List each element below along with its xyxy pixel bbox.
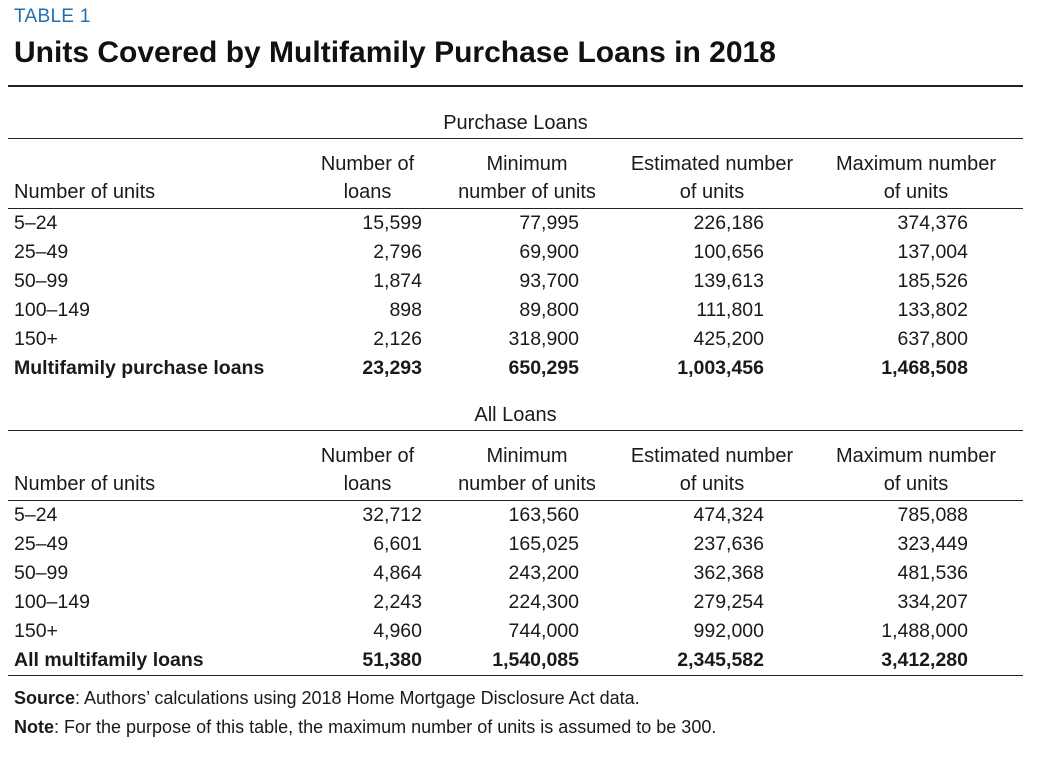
- table-label: TABLE 1: [14, 6, 91, 27]
- cell-max: 785,088: [897, 504, 968, 526]
- cell-est: 992,000: [693, 620, 764, 642]
- header-max: [816, 150, 1016, 206]
- cell-min: 165,025: [508, 533, 579, 555]
- header-min-line2: number of units: [458, 181, 596, 203]
- cell-min: 744,000: [508, 620, 579, 642]
- cell-units: 50–99: [14, 562, 69, 584]
- section-title-all: All Loans: [474, 404, 557, 426]
- header-est-line1: Estimated number: [630, 445, 794, 467]
- cell-max: 3,412,280: [881, 649, 968, 671]
- header-max: [816, 442, 1016, 498]
- table-row: [14, 212, 1014, 241]
- note-text: : For the purpose of this table, the maximum number of units is assumed to be 300.: [54, 717, 717, 737]
- cell-units: 100–149: [14, 591, 90, 613]
- table-row: [14, 299, 1014, 328]
- cell-est: 111,801: [696, 299, 764, 321]
- header-loans: [300, 442, 435, 498]
- header-min-line1: Minimum: [486, 153, 568, 175]
- table-row: [14, 270, 1014, 299]
- cell-est: 226,186: [693, 212, 764, 234]
- cell-units: 25–49: [14, 533, 69, 555]
- table-row: [14, 620, 1014, 649]
- section-rule-purchase: [8, 138, 1023, 139]
- section-rule-all: [8, 430, 1023, 431]
- cell-max: 1,468,508: [881, 357, 968, 379]
- cell-units: All multifamily loans: [14, 649, 204, 671]
- header-min: [442, 442, 612, 498]
- header-min-line1: Minimum: [486, 445, 568, 467]
- header-est-line2: of units: [679, 473, 745, 495]
- cell-max: 334,207: [897, 591, 968, 613]
- header-rule-all: [8, 500, 1023, 501]
- cell-min: 69,900: [519, 241, 579, 263]
- header-est: [614, 150, 810, 206]
- cell-loans: 4,960: [373, 620, 422, 642]
- table-note: [14, 717, 716, 738]
- cell-min: 318,900: [508, 328, 579, 350]
- total-row-purchase: [14, 357, 1014, 386]
- cell-min: 1,540,085: [492, 649, 579, 671]
- cell-units: 25–49: [14, 241, 69, 263]
- cell-max: 133,802: [897, 299, 968, 321]
- header-max-line1: Maximum number: [835, 153, 997, 175]
- cell-est: 362,368: [693, 562, 764, 584]
- table-row: [14, 328, 1014, 357]
- cell-loans: 32,712: [362, 504, 422, 526]
- cell-loans: 2,796: [373, 241, 422, 263]
- source-text: : Authors’ calculations using 2018 Home Mortgage Disclosure Act data.: [75, 688, 640, 708]
- header-rule-purchase: [8, 208, 1023, 209]
- cell-loans: 2,126: [373, 328, 422, 350]
- cell-units: 50–99: [14, 270, 69, 292]
- header-max-line2: of units: [883, 473, 949, 495]
- table-bottom-rule: [8, 675, 1023, 676]
- cell-est: 425,200: [693, 328, 764, 350]
- cell-min: 77,995: [519, 212, 579, 234]
- cell-max: 637,800: [897, 328, 968, 350]
- cell-units: Multifamily purchase loans: [14, 357, 265, 379]
- cell-est: 100,656: [693, 241, 764, 263]
- table-title: Units Covered by Multifamily Purchase Loans in 2018: [14, 36, 776, 69]
- cell-loans: 23,293: [362, 357, 422, 379]
- cell-max: 137,004: [897, 241, 968, 263]
- cell-units: 150+: [14, 620, 58, 642]
- cell-min: 89,800: [519, 299, 579, 321]
- header-units: Number of units: [14, 181, 156, 203]
- cell-loans: 6,601: [373, 533, 422, 555]
- cell-max: 185,526: [897, 270, 968, 292]
- header-min: [442, 150, 612, 206]
- header-est-line2: of units: [679, 181, 745, 203]
- cell-est: 2,345,582: [677, 649, 764, 671]
- cell-max: 1,488,000: [881, 620, 968, 642]
- cell-est: 474,324: [693, 504, 764, 526]
- cell-min: 224,300: [508, 591, 579, 613]
- header-units: Number of units: [14, 473, 156, 495]
- cell-max: 481,536: [897, 562, 968, 584]
- cell-max: 323,449: [897, 533, 968, 555]
- cell-loans: 1,874: [373, 270, 422, 292]
- source-note: [14, 688, 640, 709]
- cell-units: 5–24: [14, 504, 58, 526]
- table-row: [14, 533, 1014, 562]
- cell-est: 139,613: [693, 270, 764, 292]
- header-loans-line1: Number of: [320, 445, 415, 467]
- cell-max: 374,376: [897, 212, 968, 234]
- cell-units: 150+: [14, 328, 58, 350]
- cell-est: 237,636: [693, 533, 764, 555]
- header-loans: [300, 150, 435, 206]
- table-row: [14, 504, 1014, 533]
- header-est-line1: Estimated number: [630, 153, 794, 175]
- cell-units: 5–24: [14, 212, 58, 234]
- cell-loans: 4,864: [373, 562, 422, 584]
- table-row: [14, 562, 1014, 591]
- header-loans-line2: loans: [343, 473, 392, 495]
- table-row: [14, 591, 1014, 620]
- header-max-line1: Maximum number: [835, 445, 997, 467]
- header-est: [614, 442, 810, 498]
- source-label: Source: [14, 688, 76, 708]
- cell-loans: 898: [389, 299, 422, 321]
- cell-min: 93,700: [519, 270, 579, 292]
- header-loans-line2: loans: [343, 181, 392, 203]
- note-label: Note: [14, 717, 54, 737]
- table-row: [14, 241, 1014, 270]
- header-loans-line1: Number of: [320, 153, 415, 175]
- cell-min: 650,295: [508, 357, 579, 379]
- cell-est: 1,003,456: [677, 357, 764, 379]
- cell-min: 163,560: [508, 504, 579, 526]
- header-min-line2: number of units: [458, 473, 596, 495]
- cell-est: 279,254: [693, 591, 764, 613]
- section-title-purchase: Purchase Loans: [443, 112, 588, 134]
- cell-min: 243,200: [508, 562, 579, 584]
- title-rule: [8, 85, 1023, 87]
- cell-loans: 2,243: [373, 591, 422, 613]
- total-row-all: [14, 649, 1014, 678]
- cell-loans: 15,599: [362, 212, 422, 234]
- cell-loans: 51,380: [362, 649, 422, 671]
- header-max-line2: of units: [883, 181, 949, 203]
- cell-units: 100–149: [14, 299, 90, 321]
